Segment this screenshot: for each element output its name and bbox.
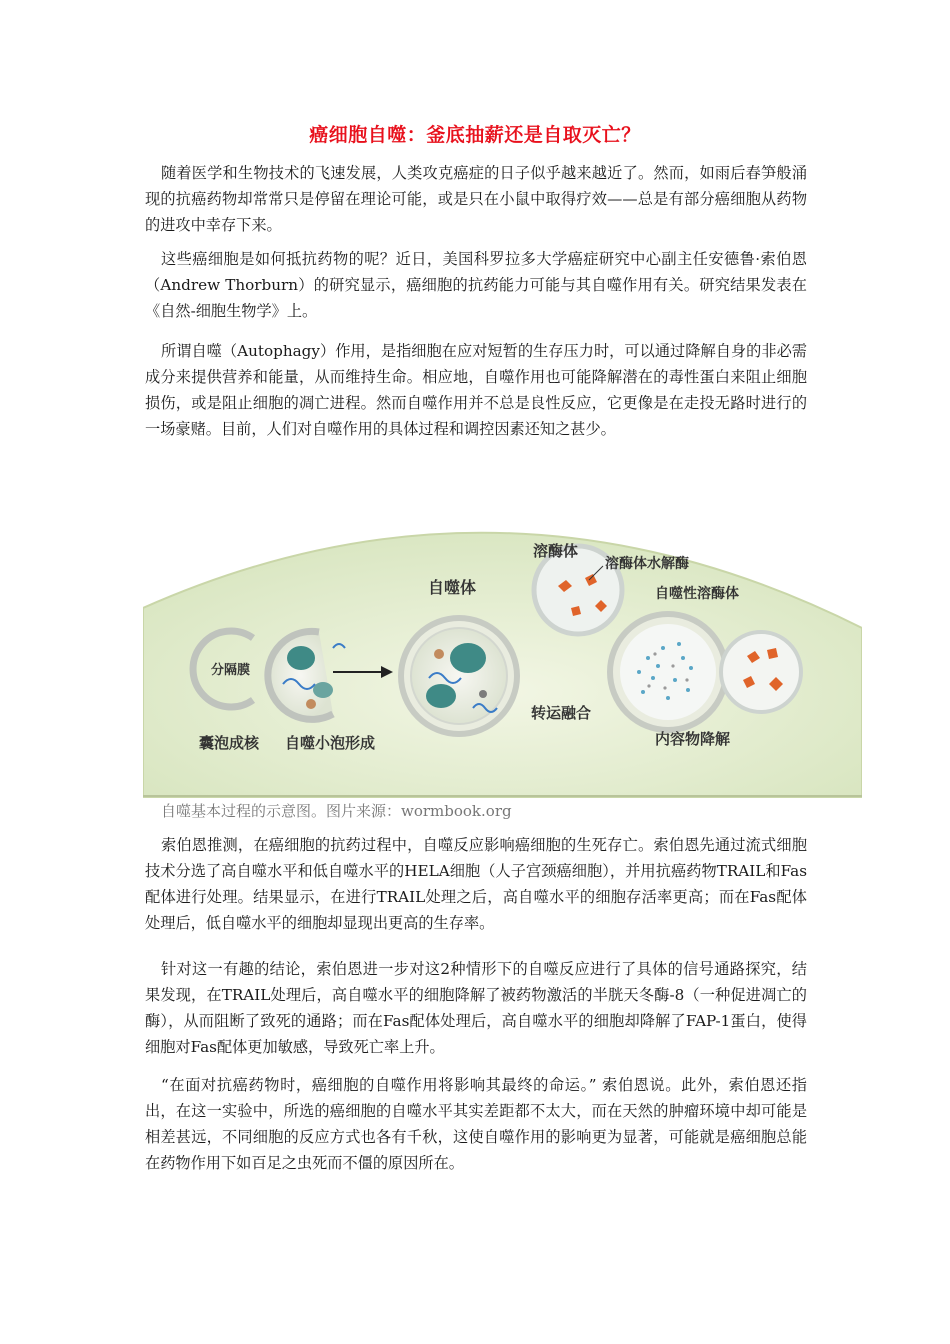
paragraph-2: 这些癌细胞是如何抵抗药物的呢？近日，美国科罗拉多大学癌症研究中心副主任安德鲁·索伯恩（Andrew Thorburn）的研究显示，癌细胞的抗药能力可能与其自噬作用有关。研究结果发表在《自然-细胞生物学》上。 [145, 250, 807, 320]
paragraph-4: 索伯恩推测，在癌细胞的抗药过程中，自噬反应影响癌细胞的生死存亡。索伯恩先通过流式细胞技术分选了高自噬水平和低自噬水平的HELA细胞（人子宫颈癌细胞），并用抗癌药物TRAIL和Fas配体进行处理。结果显示，在进行TRAIL处理之后，高自噬水平的细胞存活率更高；而在Fas配体处理后，低自噬水平的细胞却显现出更高的生存率。 [145, 836, 807, 932]
formation-label: 自噬小泡形成 [285, 734, 376, 752]
paragraph-3: 所谓自噬（Autophagy）作用，是指细胞在应对短暂的生存压力时，可以通过降解自身的非必需成分来提供营养和能量，从而维持生命。相应地，自噬作用也可能降解潜在的毒性蛋白来阻止细胞损伤，或是阻止细胞的凋亡进程。然而自噬作用并不总是良性反应，它更像是在走投无路时进行的一场豪赌。目前，人们对自噬作用的具体过程和调控因素还知之甚少。 [145, 342, 807, 438]
lysosome-label: 溶酶体 [533, 542, 579, 560]
article-title: 癌细胞自噬：釜底抽薪还是自取灭亡？ [309, 124, 641, 146]
paragraph-6: “在面对抗癌药物时，癌细胞的自噬作用将影响其最终的命运。” 索伯恩说。此外，索伯恩还指出，在这一实验中，所选的癌细胞的自噬水平其实差距都不太大，而在天然的肿瘤环境中却可能是相差甚远，不同细胞的反应方式也各有千秋，这使自噬作用的影响更为显著，可能就是癌细胞总能在药物作用下如百足之虫死而不僵的原因所在。 [145, 1076, 807, 1172]
paragraph-5: 针对这一有趣的结论，索伯恩进一步对这2种情形下的自噬反应进行了具体的信号通路探究，结果发现，在TRAIL处理后，高自噬水平的细胞降解了被药物激活的半胱天冬酶-8（一种促进凋亡的酶），从而阻断了致死的通路；而在Fas配体处理后，高自噬水平的细胞却降解了FAP-1蛋白，使得细胞对Fas配体更加敏感，导致死亡率上升。 [145, 960, 807, 1056]
hydrolase-label: 溶酶体水解酶 [605, 556, 689, 572]
residual-vesicle [721, 632, 801, 712]
degradation-label: 内容物降解 [655, 730, 731, 748]
autolysosome-label: 自噬性溶酶体 [655, 586, 739, 602]
paragraph-1: 随着医学和生物技术的飞速发展，人类攻克癌症的日子似乎越来越近了。然而，如雨后春笋般涌现的抗癌药物却常常只是停留在理论可能，或是只在小鼠中取得疗效——总是有部分癌细胞从药物的进攻中幸存下来。 [145, 164, 807, 234]
fusion-label: 转运融合 [531, 704, 592, 722]
autophagosome-label: 自噬体 [428, 578, 477, 597]
membrane-label: 分隔膜 [211, 663, 251, 678]
figure-caption: 自噬基本过程的示意图。图片来源：wormbook.org [161, 802, 512, 820]
nucleation-label: 囊泡成核 [199, 734, 260, 752]
autophagy-diagram [143, 508, 862, 798]
